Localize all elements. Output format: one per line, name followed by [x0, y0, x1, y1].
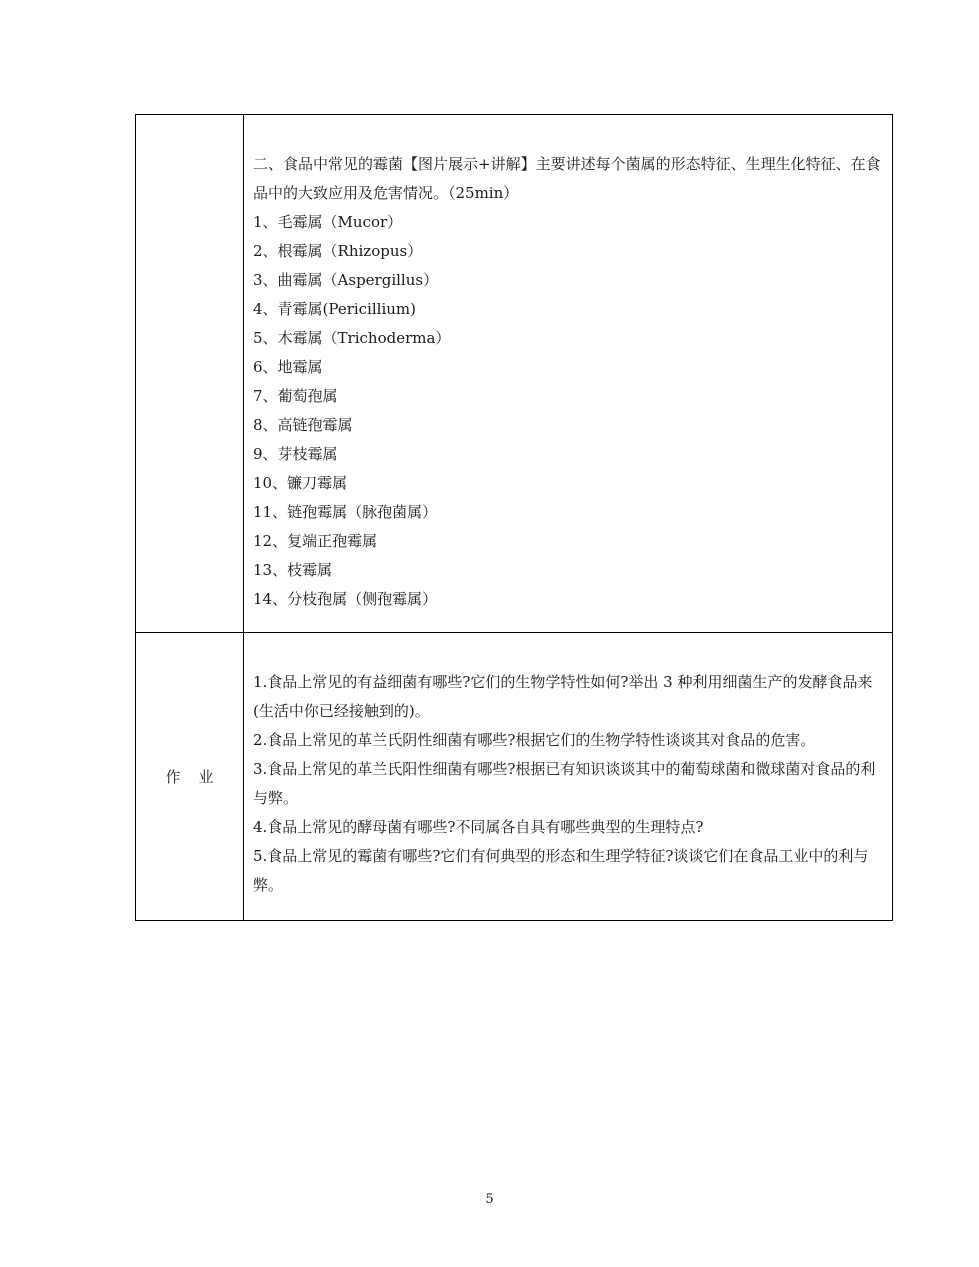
mold-item: 8、高链孢霉属: [253, 416, 353, 434]
homework-item: 2.食品上常见的革兰氏阴性细菌有哪些?根据它们的生物学特性谈谈其对食品的危害。: [253, 731, 816, 749]
mold-item: 7、葡萄孢属: [253, 387, 338, 405]
mold-item: 10、镰刀霉属: [253, 474, 348, 492]
homework-item: 3.食品上常见的革兰氏阳性细菌有哪些?根据已有知识谈谈其中的葡萄球菌和微球菌对食品的利与弊。: [253, 760, 876, 807]
mold-item: 2、根霉属（Rhizopus）: [253, 242, 423, 260]
mold-item: 12、复端正孢霉属: [253, 532, 378, 550]
table-row-homework: [136, 633, 893, 921]
mold-item: 3、曲霉属（Aspergillus）: [253, 271, 439, 289]
mold-item: 11、链孢霉属（脉孢菌属）: [253, 503, 438, 521]
mold-item: 14、分枝孢属（侧孢霉属）: [253, 590, 438, 608]
homework-content-cell: [244, 633, 893, 921]
lesson-plan-table: [135, 114, 893, 921]
table-row-molds: [136, 115, 893, 633]
mold-item: 9、芽枝霉属: [253, 445, 338, 463]
molds-intro: 二、食品中常见的霉菌【图片展示+讲解】主要讲述每个菌属的形态特征、生理生化特征、在食品中的大致应用及危害情况。（25min）: [253, 155, 881, 202]
homework-item: 4.食品上常见的酵母菌有哪些?不同属各自具有哪些典型的生理特点?: [253, 818, 704, 836]
row-label-empty: [136, 115, 244, 633]
mold-item: 1、毛霉属（Mucor）: [253, 213, 403, 231]
homework-label: 作业: [136, 633, 244, 921]
mold-item: 5、木霉属（Trichoderma）: [253, 329, 451, 347]
page-number: 5: [485, 1192, 494, 1207]
molds-content-cell: [244, 115, 893, 633]
mold-item: 13、枝霉属: [253, 561, 333, 579]
mold-item: 6、地霉属: [253, 358, 323, 376]
homework-item: 5.食品上常见的霉菌有哪些?它们有何典型的形态和生理学特征?谈谈它们在食品工业中的利与弊。: [253, 847, 869, 894]
mold-item: 4、青霉属(Pericillium): [253, 300, 416, 318]
homework-item: 1.食品上常见的有益细菌有哪些?它们的生物学特性如何?举出 3 种利用细菌生产的发酵食品来(生活中你已经接触到的)。: [253, 673, 873, 720]
